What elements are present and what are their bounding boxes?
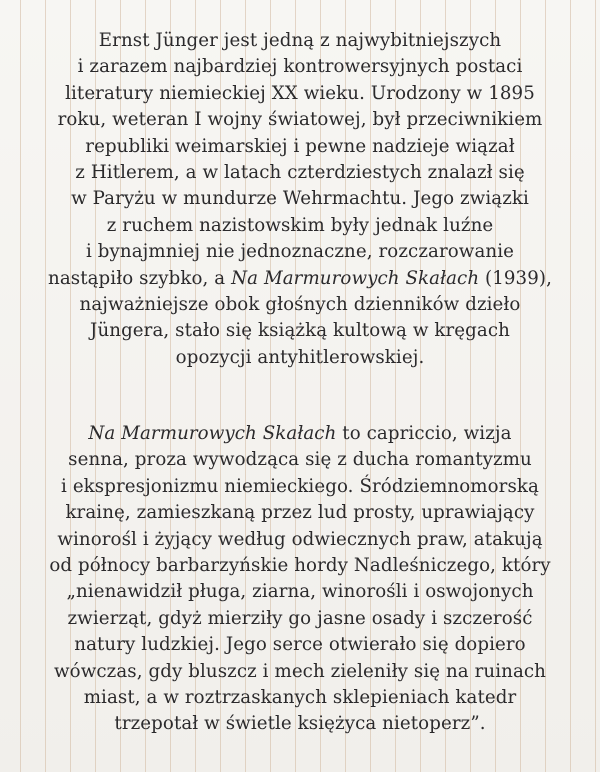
- text-line: literatury niemieckiej XX wieku. Urodzony w 1895: [65, 82, 535, 104]
- text-line: i bynajmniej nie jednoznaczne, rozczarowanie: [86, 241, 514, 263]
- text-line: senna, proza wywodząca się z ducha romantyzmu: [68, 449, 532, 471]
- text-line: natury ludzkiej. Jego serce otwierało się dopiero: [74, 634, 526, 656]
- text-line: trzepotał w świetle księżyca nietoperz”.: [114, 713, 486, 735]
- text-line: Ernst Jünger jest jedną z najwybitniejszych: [98, 30, 502, 51]
- text-line: w Paryżu w mundurze Wehrmachtu. Jego związki: [71, 188, 529, 210]
- text-line: i zarazem najbardziej kontrowersyjnych postaci: [77, 56, 523, 78]
- text-line: winorośl i żyjący według odwiecznych praw, atakują: [57, 528, 543, 550]
- text-line: roku, weteran I wojny światowej, był przeciwnikiem: [57, 109, 543, 131]
- text-segment: to capriccio, wizja: [336, 423, 512, 444]
- text-segment: (1939),: [479, 267, 552, 289]
- text-line: „nienawidził pługa, ziarna, winorośli i oswojonych: [66, 581, 534, 603]
- book-title-italic: Na Marmurowych Skałach: [88, 423, 337, 444]
- text-line: najważniejsze obok głośnych dzienników dzieło: [79, 294, 521, 316]
- text-line: republiki weimarskiej i pewne nadzieje wiązał: [85, 135, 515, 157]
- text-line: zwierząt, gdyż mierziły go jasne osady i szczerość: [67, 607, 533, 629]
- text-line: z ruchem nazistowskim były jednak luźne: [106, 214, 494, 236]
- text-line: miast, a w roztrzaskanych sklepieniach katedr: [83, 687, 517, 709]
- text-segment: nastąpiło szybko, a: [48, 267, 232, 289]
- text-line: z Hitlerem, a w latach czterdziestych znalazł się: [75, 162, 525, 184]
- text-line: od północy barbarzyńskie hordy Nadleśniczego, który: [49, 555, 551, 577]
- text-line: wówczas, gdy bluszcz i mech zieleniły się na ruinach: [54, 660, 546, 682]
- text-line: [30, 421, 570, 447]
- text-line: [30, 266, 570, 292]
- paragraph-description: [30, 421, 570, 738]
- text-line: opozycji antyhitlerowskiej.: [175, 346, 425, 368]
- text-line: Jüngera, stało się książką kultową w kręgach: [90, 320, 510, 342]
- book-title-italic: Na Marmurowych Skałach: [231, 267, 480, 289]
- paragraph-intro: [30, 28, 570, 371]
- text-line: krainę, zamieszkaną przez lud prosty, uprawiający: [65, 502, 535, 524]
- text-line: i ekspresjonizmu niemieckiego. Śródziemnomorską: [61, 475, 539, 497]
